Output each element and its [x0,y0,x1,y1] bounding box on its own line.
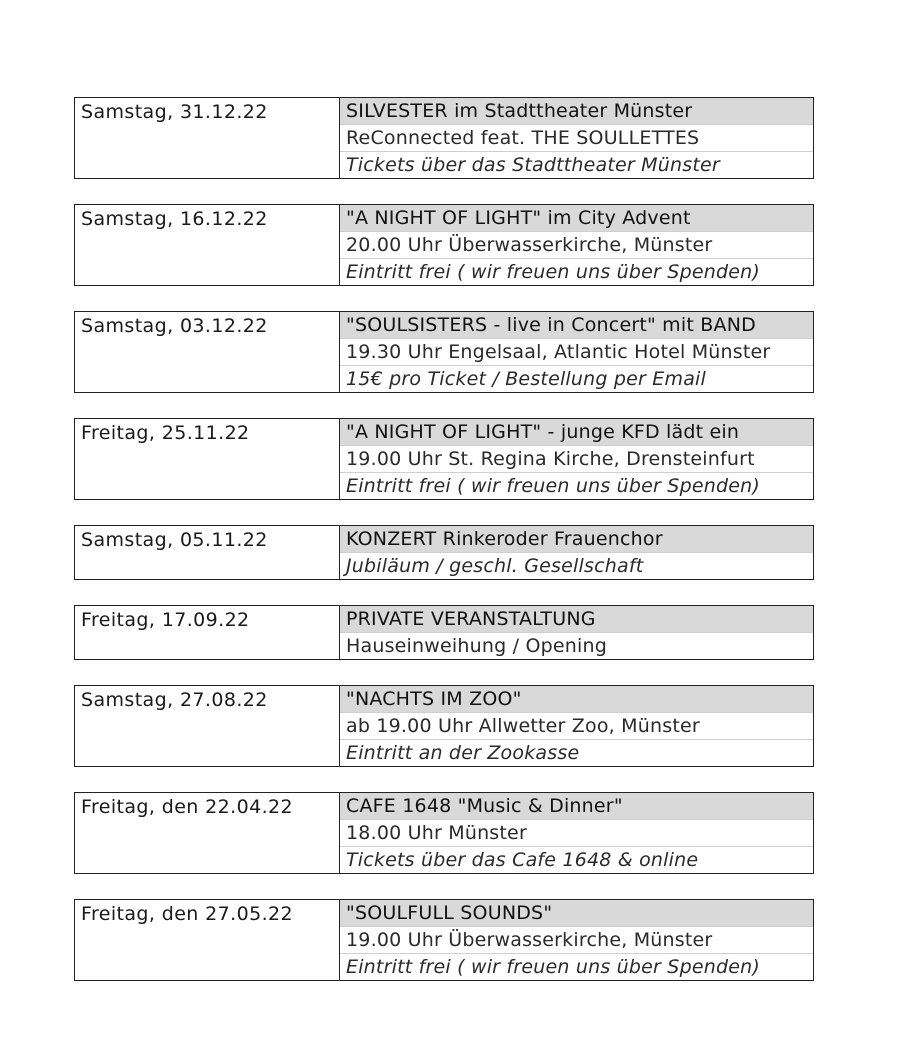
event-title: "A NIGHT OF LIGHT" im City Advent [340,205,813,231]
event-info [340,98,814,179]
event-date: Samstag, 03.12.22 [75,312,340,393]
event-date: Samstag, 31.12.22 [75,98,340,179]
event-title: PRIVATE VERANSTALTUNG [340,606,813,632]
event-title: CAFE 1648 "Music & Dinner" [340,793,813,819]
event-date: Samstag, 16.12.22 [75,205,340,286]
event-date: Freitag, 25.11.22 [75,419,340,500]
event-note: Eintritt frei ( wir freuen uns über Spenden) [340,953,813,980]
event-entry [74,899,814,981]
event-entry [74,792,814,874]
event-note: 15€ pro Ticket / Bestellung per Email [340,365,813,392]
event-detail: 19.00 Uhr St. Regina Kirche, Drensteinfurt [340,445,813,472]
event-date: Freitag, den 22.04.22 [75,793,340,874]
event-title: "SOULSISTERS - live in Concert" mit BAND [340,312,813,338]
event-detail: 19.30 Uhr Engelsaal, Atlantic Hotel Münster [340,338,813,365]
event-entry [74,97,814,179]
event-date: Samstag, 27.08.22 [75,686,340,767]
event-title: "SOULFULL SOUNDS" [340,900,813,926]
event-info [340,686,814,767]
event-title: SILVESTER im Stadttheater Münster [340,98,813,124]
event-detail: 20.00 Uhr Überwasserkirche, Münster [340,231,813,258]
event-entry [74,605,814,660]
event-info [340,312,814,393]
event-entry [74,311,814,393]
event-entry [74,418,814,500]
event-note: Tickets über das Cafe 1648 & online [340,846,813,873]
event-info [340,793,814,874]
event-entry [74,685,814,767]
event-date: Samstag, 05.11.22 [75,526,340,580]
event-info [340,606,814,660]
event-note: Tickets über das Stadttheater Münster [340,151,813,178]
event-note: Jubiläum / geschl. Gesellschaft [340,552,813,579]
event-detail: 19.00 Uhr Überwasserkirche, Münster [340,926,813,953]
event-date: Freitag, den 27.05.22 [75,900,340,981]
event-info [340,205,814,286]
event-date: Freitag, 17.09.22 [75,606,340,660]
event-entry [74,204,814,286]
event-detail: Hauseinweihung / Opening [340,632,813,659]
event-info [340,419,814,500]
event-note: Eintritt frei ( wir freuen uns über Spenden) [340,258,813,285]
event-list [74,97,814,1006]
event-title: "NACHTS IM ZOO" [340,686,813,712]
event-note: Eintritt frei ( wir freuen uns über Spenden) [340,472,813,499]
event-entry [74,525,814,580]
event-info [340,526,814,580]
event-detail: 18.00 Uhr Münster [340,819,813,846]
event-detail: ab 19.00 Uhr Allwetter Zoo, Münster [340,712,813,739]
event-detail: ReConnected feat. THE SOULLETTES [340,124,813,151]
event-title: "A NIGHT OF LIGHT" - junge KFD lädt ein [340,419,813,445]
event-info [340,900,814,981]
event-note: Eintritt an der Zookasse [340,739,813,766]
event-title: KONZERT Rinkeroder Frauenchor [340,526,813,552]
